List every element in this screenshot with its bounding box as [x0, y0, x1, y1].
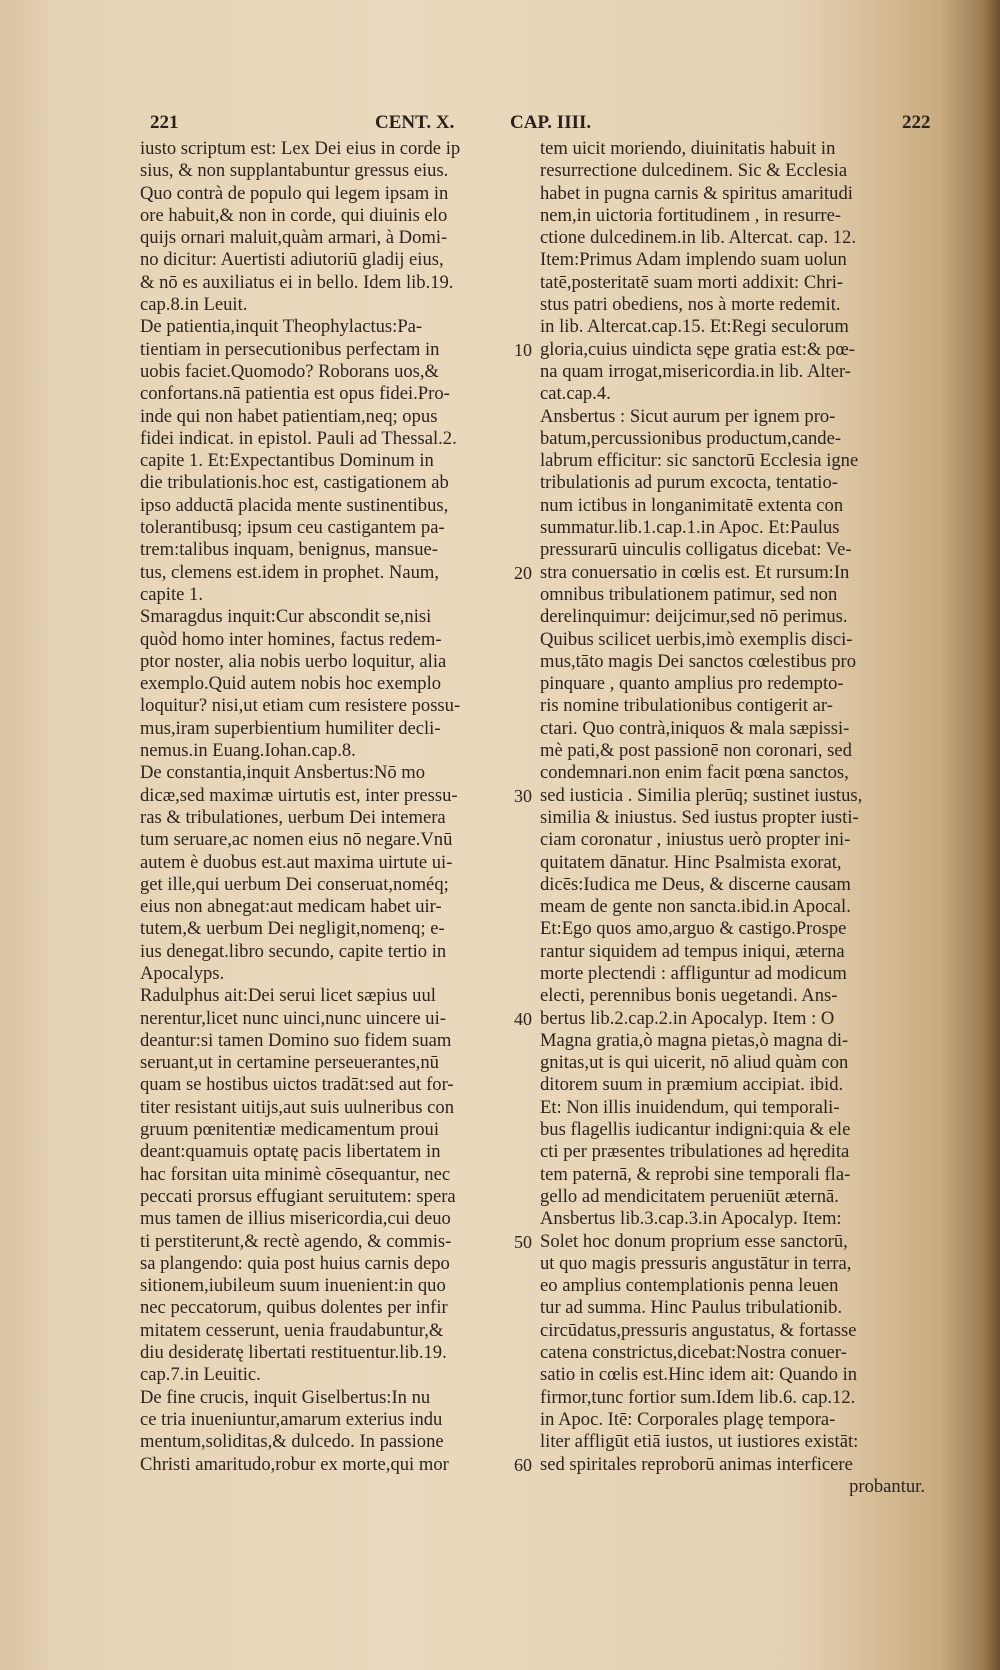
right-text-column — [540, 138, 925, 1498]
text-line: ptor noster, alia nobis uerbo loquitur, alia — [140, 650, 447, 672]
text-line: ti perstiterunt,& rectè agendo, & commis- — [140, 1230, 452, 1252]
text-line: get ille,qui uerbum Dei conseruat,noméq; — [140, 873, 449, 895]
text-line: firmor,tunc fortior sum.Idem lib.6. cap.12. — [540, 1386, 856, 1408]
text-line: stra conuersatio in cœlis est. Et rursum:In — [540, 561, 850, 583]
text-line: condemnari.non enim facit pœna sanctos, — [540, 762, 849, 784]
text-line: quòd homo inter homines, factus redem- — [140, 628, 442, 650]
text-line: no dicitur: Auertisti adiutoriū gladij eius, — [140, 249, 444, 271]
text-line: exemplo.Quid autem nobis hoc exemplo — [140, 673, 442, 695]
text-line: nerentur,licet nunc uinci,nunc uincere ui- — [140, 1007, 446, 1029]
text-line: dicēs:Iudica me Deus, & discerne causam — [540, 873, 851, 895]
chapter-heading: CAP. IIII. — [510, 112, 592, 133]
text-line: capite 1. — [140, 583, 203, 605]
text-line: na quam irrogat,misericordia.in lib. Alter- — [540, 360, 851, 382]
text-line: ctari. Quo contrà,iniquos & mala sæpissi- — [540, 717, 850, 739]
text-line: catena constrictus,dicebat:Nostra conuer- — [540, 1342, 847, 1364]
text-line: tur ad summa. Hinc Paulus tribulationib. — [540, 1297, 843, 1319]
text-line: De constantia,inquit Ansbertus:Nō mo — [140, 762, 426, 784]
text-line: deant:quamuis optatę pacis libertatem in — [140, 1141, 441, 1163]
text-line: liter affligūt etiā iustos, ut iustiores existāt: — [540, 1431, 859, 1453]
text-line: in Apoc. Itē: Corporales plagę tempora- — [540, 1408, 836, 1430]
text-line: circūdatus,pressuris angustatus, & fortasse — [540, 1319, 857, 1341]
text-line: mus,iram superbientium humiliter decli- — [140, 717, 441, 739]
text-line: die tribulationis.hoc est, castigationem ab — [140, 472, 449, 494]
text-line: seruant,ut in certamine perseuerantes,nū — [140, 1052, 439, 1074]
text-line: iusto scriptum est: Lex Dei eius in corde ip — [140, 138, 461, 159]
text-line: De fine crucis, inquit Giselbertus:In nu — [140, 1386, 431, 1408]
text-line: sed spiritales reproborū animas interficere — [540, 1453, 853, 1475]
text-line: summatur.lib.1.cap.1.in Apoc. Et:Paulus — [540, 517, 840, 539]
text-line: morte plectendi : affliguntur ad modicum — [540, 962, 847, 984]
text-line: probantur. — [849, 1475, 925, 1497]
text-line: gloria,cuius uindicta sępe gratia est:& pœ- — [540, 338, 855, 360]
line-number: 60 — [514, 1454, 532, 1475]
text-line: Solet hoc donum proprium esse sanctorū, — [540, 1230, 848, 1252]
text-line: hac forsitan uita minimè cōsequantur, nec — [140, 1163, 451, 1185]
text-line: sius, & non supplantabuntur gressus eius. — [140, 160, 449, 182]
text-line: satio in cœlis est.Hinc idem ait: Quando in — [540, 1364, 858, 1386]
text-line: deantur:si tamen Domino suo fidem suam — [140, 1029, 452, 1051]
text-line: Et:Ego quos amo,arguo & castigo.Prospe — [540, 918, 847, 940]
text-line: pressurarū uinculis colligatus dicebat: Ve- — [540, 539, 852, 561]
line-number: 30 — [514, 785, 532, 806]
text-line: rantur siquidem ad tempus iniqui, æterna — [540, 940, 845, 962]
text-line: sed iusticia . Similia plerūq; sustinet iustus, — [540, 784, 863, 806]
text-line: dicæ,sed maximæ uirtutis est, inter pressu- — [140, 784, 458, 806]
text-line: diu desideratę libertati restituentur.lib.19. — [140, 1342, 447, 1364]
running-title: CENT. X. — [375, 112, 455, 133]
line-number: 20 — [514, 562, 532, 583]
left-text-column — [140, 138, 525, 1476]
text-line: cat.cap.4. — [540, 383, 611, 405]
page-number-right: 222 — [902, 112, 931, 133]
text-line: De patientia,inquit Theophylactus:Pa- — [140, 316, 423, 338]
text-line: autem è duobus est.aut maxima uirtute ui- — [140, 851, 453, 873]
text-line: cap.7.in Leuitic. — [140, 1364, 261, 1386]
text-line: tutem,& uerbum Dei negligit,nomenq; e- — [140, 918, 445, 940]
line-number: 40 — [514, 1008, 532, 1029]
text-line: nemus.in Euang.Iohan.cap.8. — [140, 740, 356, 762]
text-line: Ansbertus lib.3.cap.3.in Apocalyp. Item: — [540, 1208, 842, 1230]
text-line: quam se hostibus uictos tradāt:sed aut for- — [140, 1074, 454, 1096]
text-line: tus, clemens est.idem in prophet. Naum, — [140, 561, 439, 583]
text-line: & nō es auxiliatus ei in bello. Idem lib.19. — [140, 271, 454, 293]
text-line: ras & tribulationes, uerbum Dei intemera — [140, 806, 446, 828]
text-line: uobis faciet.Quomodo? Roborans uos,& — [140, 360, 440, 382]
text-line: capite 1. Et:Expectantibus Dominum in — [140, 450, 434, 472]
text-line: confortans.nā patientia est opus fidei.Pro- — [140, 383, 450, 405]
line-number: 50 — [514, 1231, 532, 1252]
text-line: nec peccatorum, quibus dolentes per infir — [140, 1297, 448, 1319]
text-line: Item:Primus Adam implendo suam uolun — [540, 249, 847, 271]
text-line: in lib. Altercat.cap.15. Et:Regi seculorum — [540, 316, 849, 338]
page-number-left: 221 — [150, 112, 179, 133]
text-line: Christi amaritudo,robur ex morte,qui mor — [140, 1453, 449, 1475]
text-line: pinquare , quanto amplius pro redempto- — [540, 673, 844, 695]
text-line: Apocalyps. — [140, 962, 225, 984]
text-line: sa plangendo: quia post huius carnis depo — [140, 1252, 450, 1274]
text-line: derelinquimur: deijcimur,sed nō perimus. — [540, 606, 848, 628]
text-line: Et: Non illis inuidendum, qui temporali- — [540, 1096, 840, 1118]
text-line: mitatem cesserunt, uenia fraudabuntur,& — [140, 1319, 444, 1341]
text-line: tum seruare,ac nomen eius nō negare.Vnū — [140, 829, 453, 851]
text-line: tem paternā, & reprobi sine temporali fla- — [540, 1163, 851, 1185]
text-line: habet in pugna carnis & spiritus amaritudi — [540, 182, 853, 204]
text-line: loquitur? nisi,ut etiam cum resistere possu- — [140, 695, 461, 717]
text-line: sitionem,iubileum suum inuenient:in quo — [140, 1275, 446, 1297]
text-line: labrum efficitur: sic sanctorū Ecclesia igne — [540, 450, 859, 472]
text-line: ctione dulcedinem.in lib. Altercat. cap. 12. — [540, 227, 856, 249]
text-line: batum,percussionibus productum,cande- — [540, 427, 842, 449]
text-line: resurrectione dulcedinem. Sic & Ecclesia — [540, 160, 848, 182]
text-line: tatē,posteritatē suam morti addixit: Chri- — [540, 271, 844, 293]
text-line: gnitas,ut is qui uicerit, nō aliud quàm con — [540, 1052, 849, 1074]
text-line: cap.8.in Leuit. — [140, 294, 248, 316]
text-line: cti per præsentes tribulationes ad hęredita — [540, 1141, 850, 1163]
text-line: mus tamen de illius misericordia,cui deuo — [140, 1208, 451, 1230]
text-line: bertus lib.2.cap.2.in Apocalyp. Item : O — [540, 1007, 835, 1029]
text-line: bus flagellis iudicantur indigni:quia & ele — [540, 1119, 851, 1141]
text-line: mus,tāto magis Dei sanctos cœlestibus pro — [540, 650, 857, 672]
running-header — [150, 112, 930, 134]
text-line: fidei indicat. in epistol. Pauli ad Thessal.2. — [140, 427, 457, 449]
text-line: ciam coronatur , iniustus uerò propter ini- — [540, 829, 851, 851]
text-line: tribulationis ad purum excocta, tentatio- — [540, 472, 838, 494]
text-line: Radulphus ait:Dei serui licet sæpius uul — [140, 985, 436, 1007]
text-line: ore habuit,& non in corde, qui diuinis elo — [140, 204, 448, 226]
text-line: similia & iniustus. Sed iustus propter iusti- — [540, 806, 859, 828]
text-line: meam de gente non sancta.ibid.in Apocal. — [540, 896, 851, 918]
text-line: ris nomine tribulationibus contigerit ar- — [540, 695, 833, 717]
text-line: trem:talibus inquam, benignus, mansue- — [140, 539, 438, 561]
page-edge — [982, 0, 1000, 1670]
line-number: 10 — [514, 339, 532, 360]
text-line: Smaragdus inquit:Cur abscondit se,nisi — [140, 606, 432, 628]
text-line: tem uicit moriendo, diuinitatis habuit in — [540, 138, 836, 159]
text-line: ut quo magis pressuris angustātur in terra, — [540, 1252, 852, 1274]
text-line: quitatem dānatur. Hinc Psalmista exorat, — [540, 851, 842, 873]
text-line: Quibus scilicet uerbis,imò exemplis disci- — [540, 628, 853, 650]
text-line: mentum,soliditas,& dulcedo. In passione — [140, 1431, 444, 1453]
text-line: omnibus tribulationem patimur, sed non — [540, 583, 838, 605]
text-line: Quo contrà de populo qui legem ipsam in — [140, 182, 449, 204]
text-line: electi, perennibus bonis uegetandi. Ans- — [540, 985, 838, 1007]
text-line: num ictibus in longanimitatē extenta con — [540, 494, 844, 516]
text-line: peccati prorsus effugiant seruitutem: spera — [140, 1185, 456, 1207]
text-line: stus patri obediens, nos à morte redemit. — [540, 294, 841, 316]
text-line: eo amplius contemplationis penna leuen — [540, 1275, 839, 1297]
text-line: ce tria inueniuntur,amarum exterius indu — [140, 1408, 443, 1430]
text-line: quijs ornari maluit,quàm armari, à Domi- — [140, 227, 448, 249]
text-line: nem,in uictoria fortitudinem , in resurre- — [540, 204, 842, 226]
text-line: inde qui non habet patientiam,neq; opus — [140, 405, 438, 427]
text-line: tolerantibusq; ipsum ceu castigantem pa- — [140, 517, 445, 539]
text-line: ius denegat.libro secundo, capite tertio in — [140, 940, 447, 962]
text-line: tientiam in persecutionibus perfectam in — [140, 338, 440, 360]
text-line: gruum pœnitentiæ medicamentum proui — [140, 1119, 439, 1141]
text-line: Magna gratia,ò magna pietas,ò magna di- — [540, 1029, 849, 1051]
text-line: Ansbertus : Sicut aurum per ignem pro- — [540, 405, 836, 427]
text-line: eius non abnegat:aut medicam habet uir- — [140, 896, 442, 918]
text-line: titer resistant uitijs,aut suis uulneribus con — [140, 1096, 454, 1118]
text-line: ipso adductā placida mente sustinentibus, — [140, 494, 449, 516]
text-line: gello ad mendicitatem perueniūt æternā. — [540, 1185, 839, 1207]
text-line: mè pati,& post passionē non coronari, sed — [540, 740, 852, 762]
text-line: ditorem suum in præmium accipiat. ibid. — [540, 1074, 844, 1096]
